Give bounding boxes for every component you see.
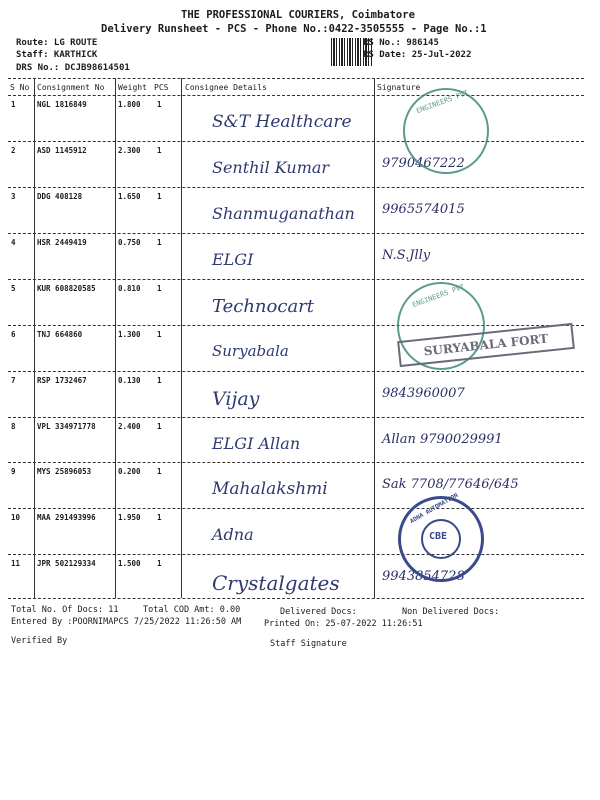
- entered-by: Entered By :POORNIMAPCS 7/25/2022 11:26:50 AM: [11, 617, 242, 627]
- cell-sno: 8: [11, 422, 16, 431]
- cell-signature-handwritten: Allan 9790029991: [382, 432, 503, 447]
- row-divider: [8, 417, 584, 418]
- table-header-rule: [8, 95, 584, 96]
- drs-number: DRS No.: DCJB98614501: [16, 63, 130, 73]
- row-divider: [8, 462, 584, 463]
- cell-consignment: KUR 608820585: [37, 284, 96, 293]
- cell-weight: 0.200: [118, 467, 141, 476]
- row-divider: [8, 233, 584, 234]
- row-divider: [8, 371, 584, 372]
- cell-weight: 0.810: [118, 284, 141, 293]
- engineers-stamp-1: [403, 88, 489, 174]
- cell-pcs: 1: [157, 330, 162, 339]
- col-rule-consignment: [115, 78, 116, 598]
- cell-consignment: DDG 408128: [37, 192, 83, 201]
- col-rule-consignee: [374, 78, 375, 598]
- cell-weight: 1.650: [118, 192, 141, 201]
- col-header-weight: Weight: [118, 83, 147, 92]
- cell-weight: 2.300: [118, 146, 141, 155]
- col-rule-sno: [34, 78, 35, 598]
- cell-sno: 7: [11, 376, 16, 385]
- adna-stamp: [398, 491, 484, 582]
- row-divider: [8, 325, 584, 326]
- row-divider: [8, 187, 584, 188]
- cell-signature-handwritten: 9843960007: [382, 386, 465, 401]
- col-header-sno: S No: [10, 83, 30, 92]
- runsheet-subtitle: Delivery Runsheet - PCS - Phone No.:0422-3505555 - Page No.:1: [101, 23, 487, 35]
- cell-signature-handwritten: 9943854728: [382, 569, 465, 584]
- cell-consignee-handwritten: Suryabala: [212, 342, 289, 360]
- verified-by: Verified By: [11, 636, 68, 646]
- cell-pcs: 1: [157, 467, 162, 476]
- rs-date: RS Date: 25-Jul-2022: [363, 50, 472, 60]
- cell-sno: 1: [11, 100, 16, 109]
- cell-consignment: MYS 25896053: [37, 467, 92, 476]
- cell-pcs: 1: [157, 513, 162, 522]
- cell-consignee-handwritten: Shanmuganathan: [212, 204, 355, 223]
- cell-signature-handwritten: 9965574015: [382, 202, 465, 217]
- cell-pcs: 1: [157, 284, 162, 293]
- row-divider: [8, 279, 584, 280]
- adna-stamp-text: ADNA AUTOMATION: [408, 491, 460, 526]
- delivered-docs: Delivered Docs:: [280, 607, 357, 617]
- cell-weight: 1.500: [118, 559, 141, 568]
- col-header-signature: Signature: [377, 83, 421, 92]
- col-rule-pcs: [181, 78, 182, 598]
- col-header-pcs: PCS: [154, 83, 169, 92]
- cell-pcs: 1: [157, 376, 162, 385]
- cell-consignment: JPR 502129334: [37, 559, 96, 568]
- cell-consignee-handwritten: Crystalgates: [212, 571, 340, 595]
- adna-stamp-center: CBE: [429, 531, 448, 542]
- cell-consignment: RSP 1732467: [37, 376, 87, 385]
- engineers-stamp-text: ENGINEERS PVT: [411, 282, 466, 310]
- cell-sno: 5: [11, 284, 16, 293]
- cell-sno: 6: [11, 330, 16, 339]
- cell-consignment: HSR 2449419: [37, 238, 87, 247]
- cell-pcs: 1: [157, 100, 162, 109]
- printed-on: Printed On: 25-07-2022 11:26:51: [264, 619, 423, 629]
- cell-consignment: ASD 1145912: [37, 146, 87, 155]
- cell-pcs: 1: [157, 422, 162, 431]
- staff-label: Staff: KARTHICK: [16, 50, 98, 60]
- cell-sno: 9: [11, 467, 16, 476]
- cell-weight: 2.400: [118, 422, 141, 431]
- cell-weight: 0.130: [118, 376, 141, 385]
- cell-signature-handwritten: Sak 7708/77646/645: [382, 477, 519, 492]
- col-header-consignee: Consignee Details: [185, 83, 267, 92]
- cell-sno: 2: [11, 146, 16, 155]
- row-divider: [8, 508, 584, 509]
- cell-consignee-handwritten: Vijay: [212, 388, 260, 410]
- cell-consignee-handwritten: Adna: [212, 525, 254, 544]
- cell-signature-handwritten: N.S.Jlly: [382, 248, 431, 263]
- cell-pcs: 1: [157, 146, 162, 155]
- table-bottom-rule: [8, 598, 584, 599]
- route-label: Route: LG ROUTE: [16, 38, 98, 48]
- cell-consignee-handwritten: Technocart: [212, 296, 315, 317]
- cell-pcs: 1: [157, 192, 162, 201]
- cell-weight: 0.750: [118, 238, 141, 247]
- non-delivered-docs: Non Delivered Docs:: [402, 607, 500, 617]
- col-header-consignment: Consignment No: [37, 83, 105, 92]
- cell-consignee-handwritten: ELGI Allan: [212, 434, 301, 453]
- cell-weight: 1.800: [118, 100, 141, 109]
- company-title: THE PROFESSIONAL COURIERS, Coimbatore: [181, 9, 415, 21]
- cell-consignment: VPL 334971778: [37, 422, 96, 431]
- row-divider: [8, 554, 584, 555]
- staff-signature-label: Staff Signature: [270, 639, 347, 649]
- total-docs: Total No. Of Docs: 11: [11, 605, 119, 615]
- cell-pcs: 1: [157, 559, 162, 568]
- suryabala-stamp: SURYABALA FORT: [397, 323, 575, 367]
- cell-consignee-handwritten: Senthil Kumar: [212, 158, 330, 177]
- cell-consignee-handwritten: S&T Healthcare: [212, 112, 352, 132]
- cell-sno: 3: [11, 192, 16, 201]
- cell-sno: 11: [11, 559, 21, 568]
- engineers-stamp-text: ENGINEERS PVT: [415, 88, 470, 116]
- total-cod: Total COD Amt: 0.00: [143, 605, 241, 615]
- cell-sno: 4: [11, 238, 16, 247]
- cell-sno: 10: [11, 513, 21, 522]
- cell-signature-handwritten: 9790467222: [382, 156, 465, 171]
- cell-consignment: MAA 291493996: [37, 513, 96, 522]
- cell-weight: 1.300: [118, 330, 141, 339]
- row-divider: [8, 141, 584, 142]
- cell-weight: 1.950: [118, 513, 141, 522]
- cell-consignee-handwritten: Mahalakshmi: [212, 479, 328, 499]
- cell-consignment: NGL 1816849: [37, 100, 87, 109]
- cell-pcs: 1: [157, 238, 162, 247]
- cell-consignment: TNJ 664860: [37, 330, 83, 339]
- table-top-rule: [8, 78, 584, 79]
- cell-consignee-handwritten: ELGI: [212, 250, 254, 269]
- rs-number: RS No.: 986145: [363, 38, 439, 48]
